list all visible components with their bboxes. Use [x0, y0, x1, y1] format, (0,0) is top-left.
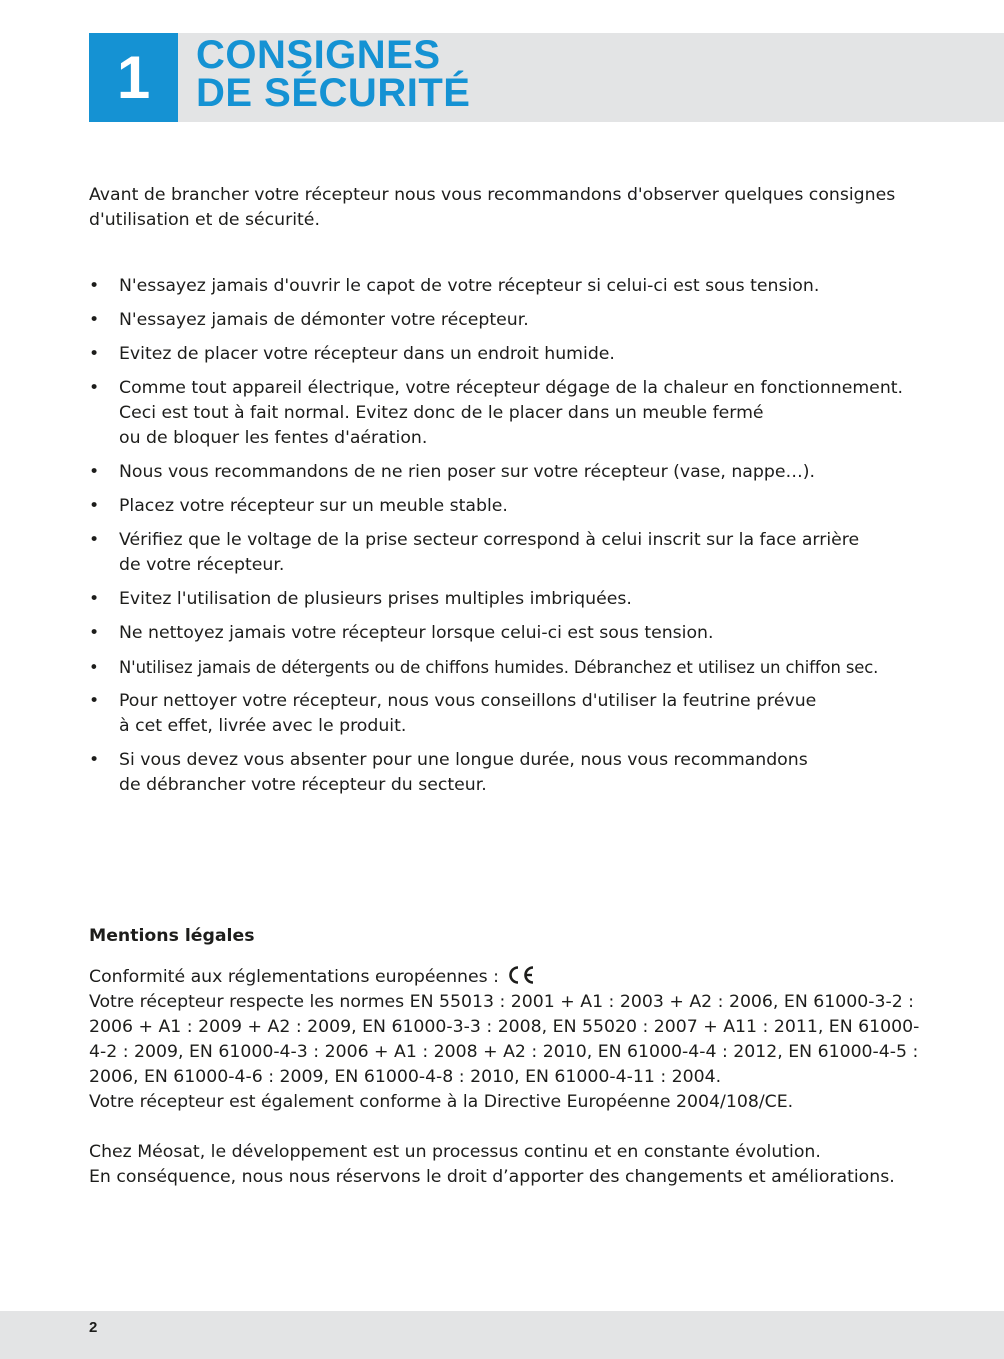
chapter-title: [196, 33, 956, 115]
bullet-icon: •: [89, 276, 100, 296]
list-item: • Si vous devez vous absenter pour une longue durée, nous vous recommandons de débrancher votre récepteur du secteur.: [89, 750, 808, 795]
bullet-icon: •: [89, 378, 100, 398]
closing-line-2: En conséquence, nous nous réservons le droit d’apporter des changements et améliorations.: [89, 1167, 895, 1187]
bullet-icon: •: [89, 496, 100, 516]
list-item: • Placez votre récepteur sur un meuble stable.: [89, 494, 929, 519]
list-item: • Evitez l'utilisation de plusieurs prises multiples imbriquées.: [89, 587, 929, 612]
bullet-icon: •: [89, 310, 100, 330]
list-item: • Ne nettoyez jamais votre récepteur lorsque celui-ci est sous tension.: [89, 621, 929, 646]
intro-paragraph: Avant de brancher votre récepteur nous vous recommandons d'observer quelques consignes d'utilisation et de sécurité.: [89, 185, 896, 230]
page-number: 2: [89, 1319, 98, 1336]
chapter-number: 1: [89, 33, 178, 122]
legal-heading: Mentions légales: [89, 926, 255, 946]
closing-line-1: Chez Méosat, le développement est un processus continu et en constante évolution.: [89, 1142, 821, 1162]
list-item: • N'utilisez jamais de détergents ou de chiffons humides. Débranchez et utilisez un chiffon sec.: [89, 655, 929, 680]
bullet-icon: •: [89, 623, 100, 643]
standards-paragraph: Votre récepteur respecte les normes EN 55013 : 2001 + A1 : 2003 + A2 : 2006, EN 61000-3-2 : 2006 + A1 : 2009 + A2 : 2009, EN 61000-3-3 : 2008, EN 55020 : 2007 + A11 : 2011, EN 61000-4-2 : 2009, EN 61000-4-3 : 2006 + A1 : 2008 + A2 : 2010, EN 61000-4-4 : 2012, EN 61000-4-5 : 2006, EN 61000-4-6 : 2009, EN 61000-4-8 : 2010, EN 61000-4-11 : 2004.: [89, 992, 920, 1087]
bullet-icon: •: [89, 589, 100, 609]
list-item: • N'essayez jamais de démonter votre récepteur.: [89, 308, 929, 333]
bullet-icon: •: [89, 344, 100, 364]
directive-line: Votre récepteur est également conforme à la Directive Européenne 2004/108/CE.: [89, 1092, 794, 1112]
footer-band: [0, 1311, 1004, 1359]
bullet-icon: •: [89, 750, 100, 770]
list-item: • Vérifiez que le voltage de la prise secteur correspond à celui inscrit sur la face arrière de votre récepteur.: [89, 530, 860, 575]
conformity-line: Conformité aux réglementations européennes :: [89, 965, 929, 990]
ce-mark-icon: [506, 965, 536, 985]
list-item: • Nous vous recommandons de ne rien poser sur votre récepteur (vase, nappe…).: [89, 460, 929, 485]
chapter-title-line-1: CONSIGNES: [196, 33, 441, 77]
bullet-icon: •: [89, 530, 100, 550]
closing-paragraph: [89, 1140, 929, 1190]
chapter-title-line-2: DE SÉCURITÉ: [196, 71, 471, 115]
safety-instructions-list: [89, 274, 929, 807]
list-item: • N'essayez jamais d'ouvrir le capot de votre récepteur si celui-ci est sous tension.: [89, 274, 929, 299]
bullet-icon: •: [89, 658, 99, 677]
legal-text: [89, 965, 929, 1115]
list-item: • Pour nettoyer votre récepteur, nous vous conseillons d'utiliser la feutrine prévue à cet effet, livrée avec le produit.: [89, 691, 817, 736]
list-item: • Comme tout appareil électrique, votre récepteur dégage de la chaleur en fonctionnement. Ceci est tout à fait normal. Evitez donc de le placer dans un meuble fermé ou de bloquer les fentes d'aération.: [89, 378, 904, 448]
list-item: • Evitez de placer votre récepteur dans un endroit humide.: [89, 342, 929, 367]
bullet-icon: •: [89, 462, 100, 482]
bullet-icon: •: [89, 691, 100, 711]
